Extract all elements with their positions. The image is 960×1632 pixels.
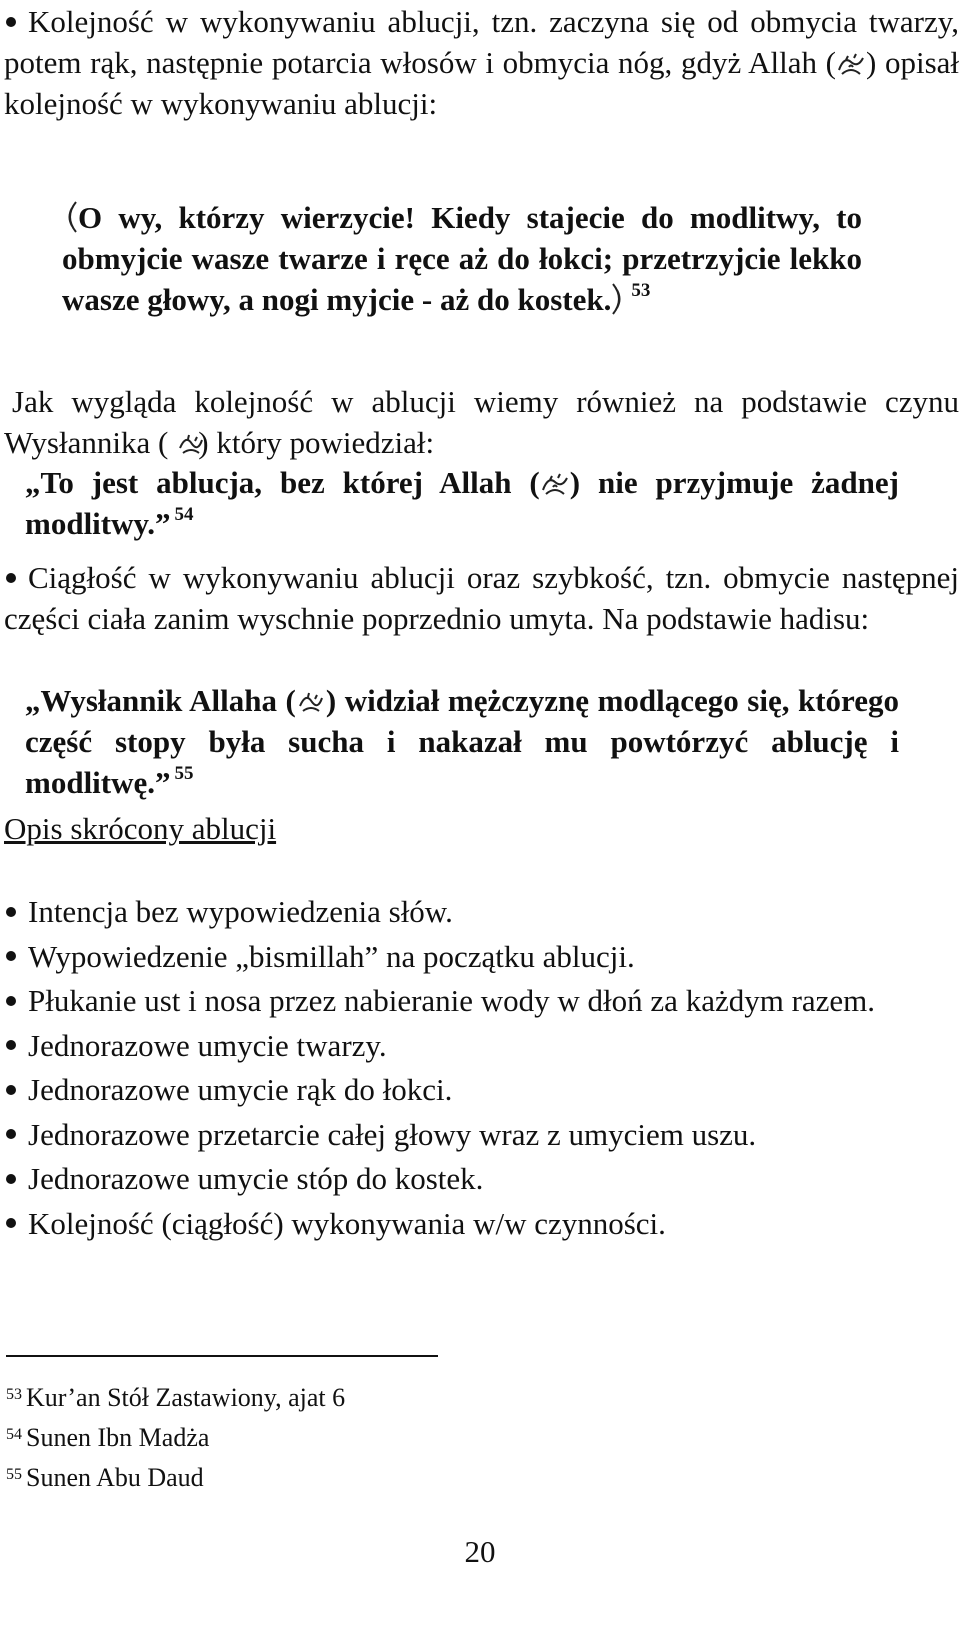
section-heading: Opis skrócony ablucji: [4, 811, 277, 846]
bullet-icon: [6, 1174, 16, 1184]
hadith-quote-repeat-text-b: ) widział mężczyznę modlącego się, którego część stopy była sucha i nakazał mu powtórzyć ablucję i modlitwę.: [25, 683, 899, 800]
footnote-item: $^{54}$ Sunen Ibn Madża: [6, 1423, 210, 1452]
list-item: Wypowiedzenie „bismillah” na początku ablucji.: [4, 936, 959, 977]
paragraph-continuity: [4, 557, 959, 639]
bullet-icon: [6, 951, 16, 961]
bullet-icon: [6, 573, 16, 583]
paragraph-evidence-text-a: Jak wygląda kolejność w ablucji wiemy również na podstawie czynu Wysłannika (: [4, 384, 959, 460]
allah-honorific-icon: [540, 467, 570, 495]
hadith-quote-repeat: [25, 680, 899, 803]
bullet-icon: [6, 996, 16, 1006]
footnote-item: $^{53}$ Kur’an Stół Zastawiony, ajat 6: [6, 1383, 346, 1412]
bullet-icon: [6, 17, 16, 27]
list-item: Jednorazowe umycie rąk do łokci.: [4, 1069, 959, 1110]
list-item: Płukanie ust i nosa przez nabieranie wody w dłoń za każdym razem.: [4, 980, 959, 1021]
paragraph-order-text-a: Kolejność w wykonywaniu ablucji, tzn. zaczyna się od obmycia twarzy, potem rąk, następnie potarcia włosów i obmycia nóg, gdyż Allah (: [4, 4, 959, 80]
footnote-ref[interactable]: 55: [174, 763, 194, 784]
list-item: Intencja bez wypowiedzenia słów.: [4, 891, 959, 932]
prophet-honorific-icon: [296, 685, 326, 713]
paragraph-evidence-text-b: ) który powiedział:: [198, 425, 435, 460]
list-item: Jednorazowe umycie stóp do kostek.: [4, 1158, 959, 1199]
hadith-quote-ablution-text-b: ) nie przyjmuje żadnej modlitwy.: [25, 465, 899, 541]
summary-list: [4, 891, 959, 1247]
bullet-icon: [6, 1040, 16, 1050]
list-item: Jednorazowe umycie twarzy.: [4, 1025, 959, 1066]
quote-open-ornament-icon: [62, 200, 78, 234]
footnote-divider: [6, 1355, 438, 1357]
footnotes: [6, 1376, 345, 1496]
quote-open-mark: „: [25, 465, 41, 500]
bullet-icon: [6, 1129, 16, 1139]
bullet-icon: [6, 1218, 16, 1228]
bullet-icon: [6, 907, 16, 917]
prophet-honorific-icon: [168, 427, 198, 455]
list-item: Jednorazowe przetarcie całej głowy wraz z umyciem uszu.: [4, 1114, 959, 1155]
quote-close-mark: ”: [155, 765, 171, 800]
paragraph-continuity-text: Ciągłość w wykonywaniu ablucji oraz szybkość, tzn. obmycie następnej części ciała zanim wyschnie poprzednio umyta. Na podstawie hadisu:: [4, 560, 959, 636]
page-number: 20: [464, 1534, 496, 1569]
paragraph-order-text-b: ) opisał kolejność w wykonywaniu ablucji:: [4, 45, 960, 121]
allah-honorific-icon: [836, 47, 866, 75]
hadith-quote-ablution-text-a: To jest ablucja, bez której Allah (: [40, 465, 540, 500]
footnote-item: $^{55}$ Sunen Abu Daud: [6, 1463, 204, 1492]
paragraph-order: [4, 1, 959, 124]
quote-open-mark: „: [25, 683, 41, 718]
list-item: Kolejność (ciągłość) wykonywania w/w czynności.: [4, 1203, 959, 1244]
quote-close-ornament-icon: [611, 282, 627, 316]
quote-close-mark: ”: [155, 506, 171, 541]
footnote-ref[interactable]: 54: [174, 504, 194, 525]
bullet-icon: [6, 1085, 16, 1095]
hadith-quote-ablution: [25, 462, 899, 544]
paragraph-evidence: [4, 381, 959, 463]
hadith-quote-repeat-text-a: Wysłannik Allaha (: [40, 683, 296, 718]
quran-quote-text: O wy, którzy wierzycie! Kiedy stajecie do modlitwy, to obmyjcie wasze twarze i ręce aż do łokci; przetrzyjcie lekko wasze głowy, a nogi myjcie - aż do kostek.: [62, 200, 862, 317]
footnote-ref[interactable]: 53: [631, 280, 651, 301]
quran-quote: [62, 197, 862, 320]
